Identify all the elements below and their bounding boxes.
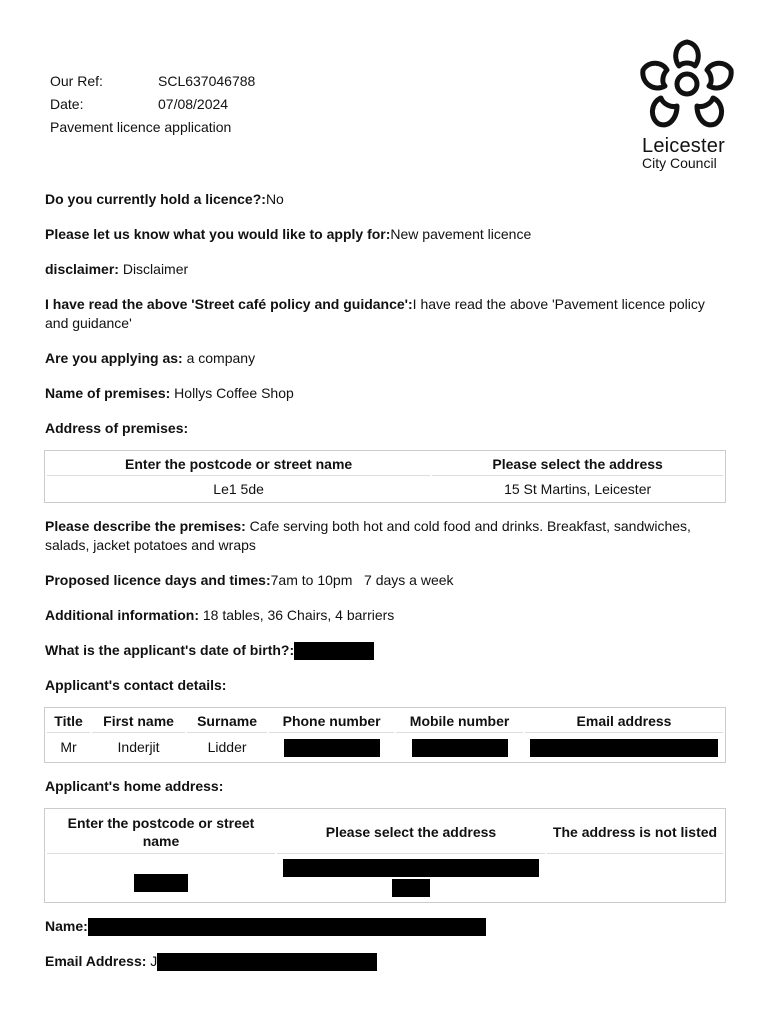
table-header: Surname — [187, 710, 267, 733]
contact-question: Applicant's contact details: — [45, 677, 227, 694]
apply-question: Please let us know what you would like to apply for:New pavement licence — [45, 226, 532, 242]
application-content — [45, 190, 725, 987]
table-header: Enter the postcode or street name — [47, 811, 275, 854]
additional-question: Additional information: 18 tables, 36 Chairs, 4 barriers — [45, 607, 395, 623]
table-header: Mobile number — [396, 710, 523, 733]
table-header: Enter the postcode or street name — [47, 453, 430, 476]
home-address-question: Applicant's home address: — [45, 777, 224, 794]
contact-table — [44, 707, 726, 762]
home-address-table — [44, 808, 726, 903]
table-cell — [269, 735, 394, 759]
table-cell: Inderjit — [117, 739, 160, 756]
redaction-block — [294, 642, 374, 660]
table-cell — [47, 856, 275, 900]
date-value: 07/08/2024 — [158, 96, 229, 112]
logo-line2: City Council — [642, 155, 717, 171]
times-question: Proposed licence days and times:7am to 10pm 7 days a week — [45, 572, 454, 588]
name-question: Name: — [45, 917, 725, 936]
date-label: Date: — [50, 96, 84, 112]
dob-question: What is the applicant's date of birth?: — [45, 641, 725, 660]
table-cell: 15 St Martins, Leicester — [504, 481, 652, 497]
redaction-block — [283, 859, 539, 877]
letter-header — [50, 70, 255, 139]
council-logo — [632, 36, 742, 170]
table-header: Please select the address — [277, 811, 545, 854]
table-cell — [547, 856, 723, 900]
redaction-block — [134, 874, 188, 892]
table-cell — [277, 856, 545, 900]
ref-value: SCL637046788 — [158, 73, 256, 89]
table-header: Email address — [525, 710, 723, 733]
redaction-block — [392, 879, 430, 897]
logo-line1: Leicester — [642, 135, 725, 157]
table-header: First name — [92, 710, 185, 733]
premises-name-question: Name of premises: Hollys Coffee Shop — [45, 385, 294, 401]
table-cell — [396, 735, 523, 759]
table-cell: Mr — [60, 739, 77, 756]
email-question: Email Address: J — [45, 952, 725, 971]
table-cell: Le1 5de — [213, 481, 264, 497]
redaction-block — [88, 918, 486, 936]
table-header: Phone number — [269, 710, 394, 733]
premises-address-table — [44, 450, 726, 503]
policy-question: I have read the above 'Street café policy and guidance':I have read the above 'Pavement licence policy and guidance' — [45, 296, 705, 331]
table-header: Please select the address — [432, 453, 723, 476]
applying-as-question: Are you applying as: a company — [45, 350, 256, 366]
disclaimer-question: disclaimer: Disclaimer — [45, 261, 189, 277]
licence-question: Do you currently hold a licence?:No — [45, 191, 284, 207]
describe-question: Please describe the premises: Cafe serving both hot and cold food and drinks. Breakfast, sandwiches, salads, jacket potatoes and wraps — [45, 518, 691, 553]
redaction-block — [412, 739, 508, 757]
redaction-block — [157, 953, 377, 971]
redaction-block — [284, 739, 380, 757]
table-header: Title — [47, 710, 90, 733]
table-cell — [525, 735, 723, 759]
table-header: The address is not listed — [547, 811, 723, 854]
premises-address-question: Address of premises: — [45, 420, 189, 436]
redaction-block — [530, 739, 718, 757]
table-cell: Lidder — [207, 739, 247, 756]
ref-label: Our Ref: — [50, 73, 103, 89]
rose-icon — [635, 36, 739, 132]
subject-line: Pavement licence application — [50, 119, 232, 135]
